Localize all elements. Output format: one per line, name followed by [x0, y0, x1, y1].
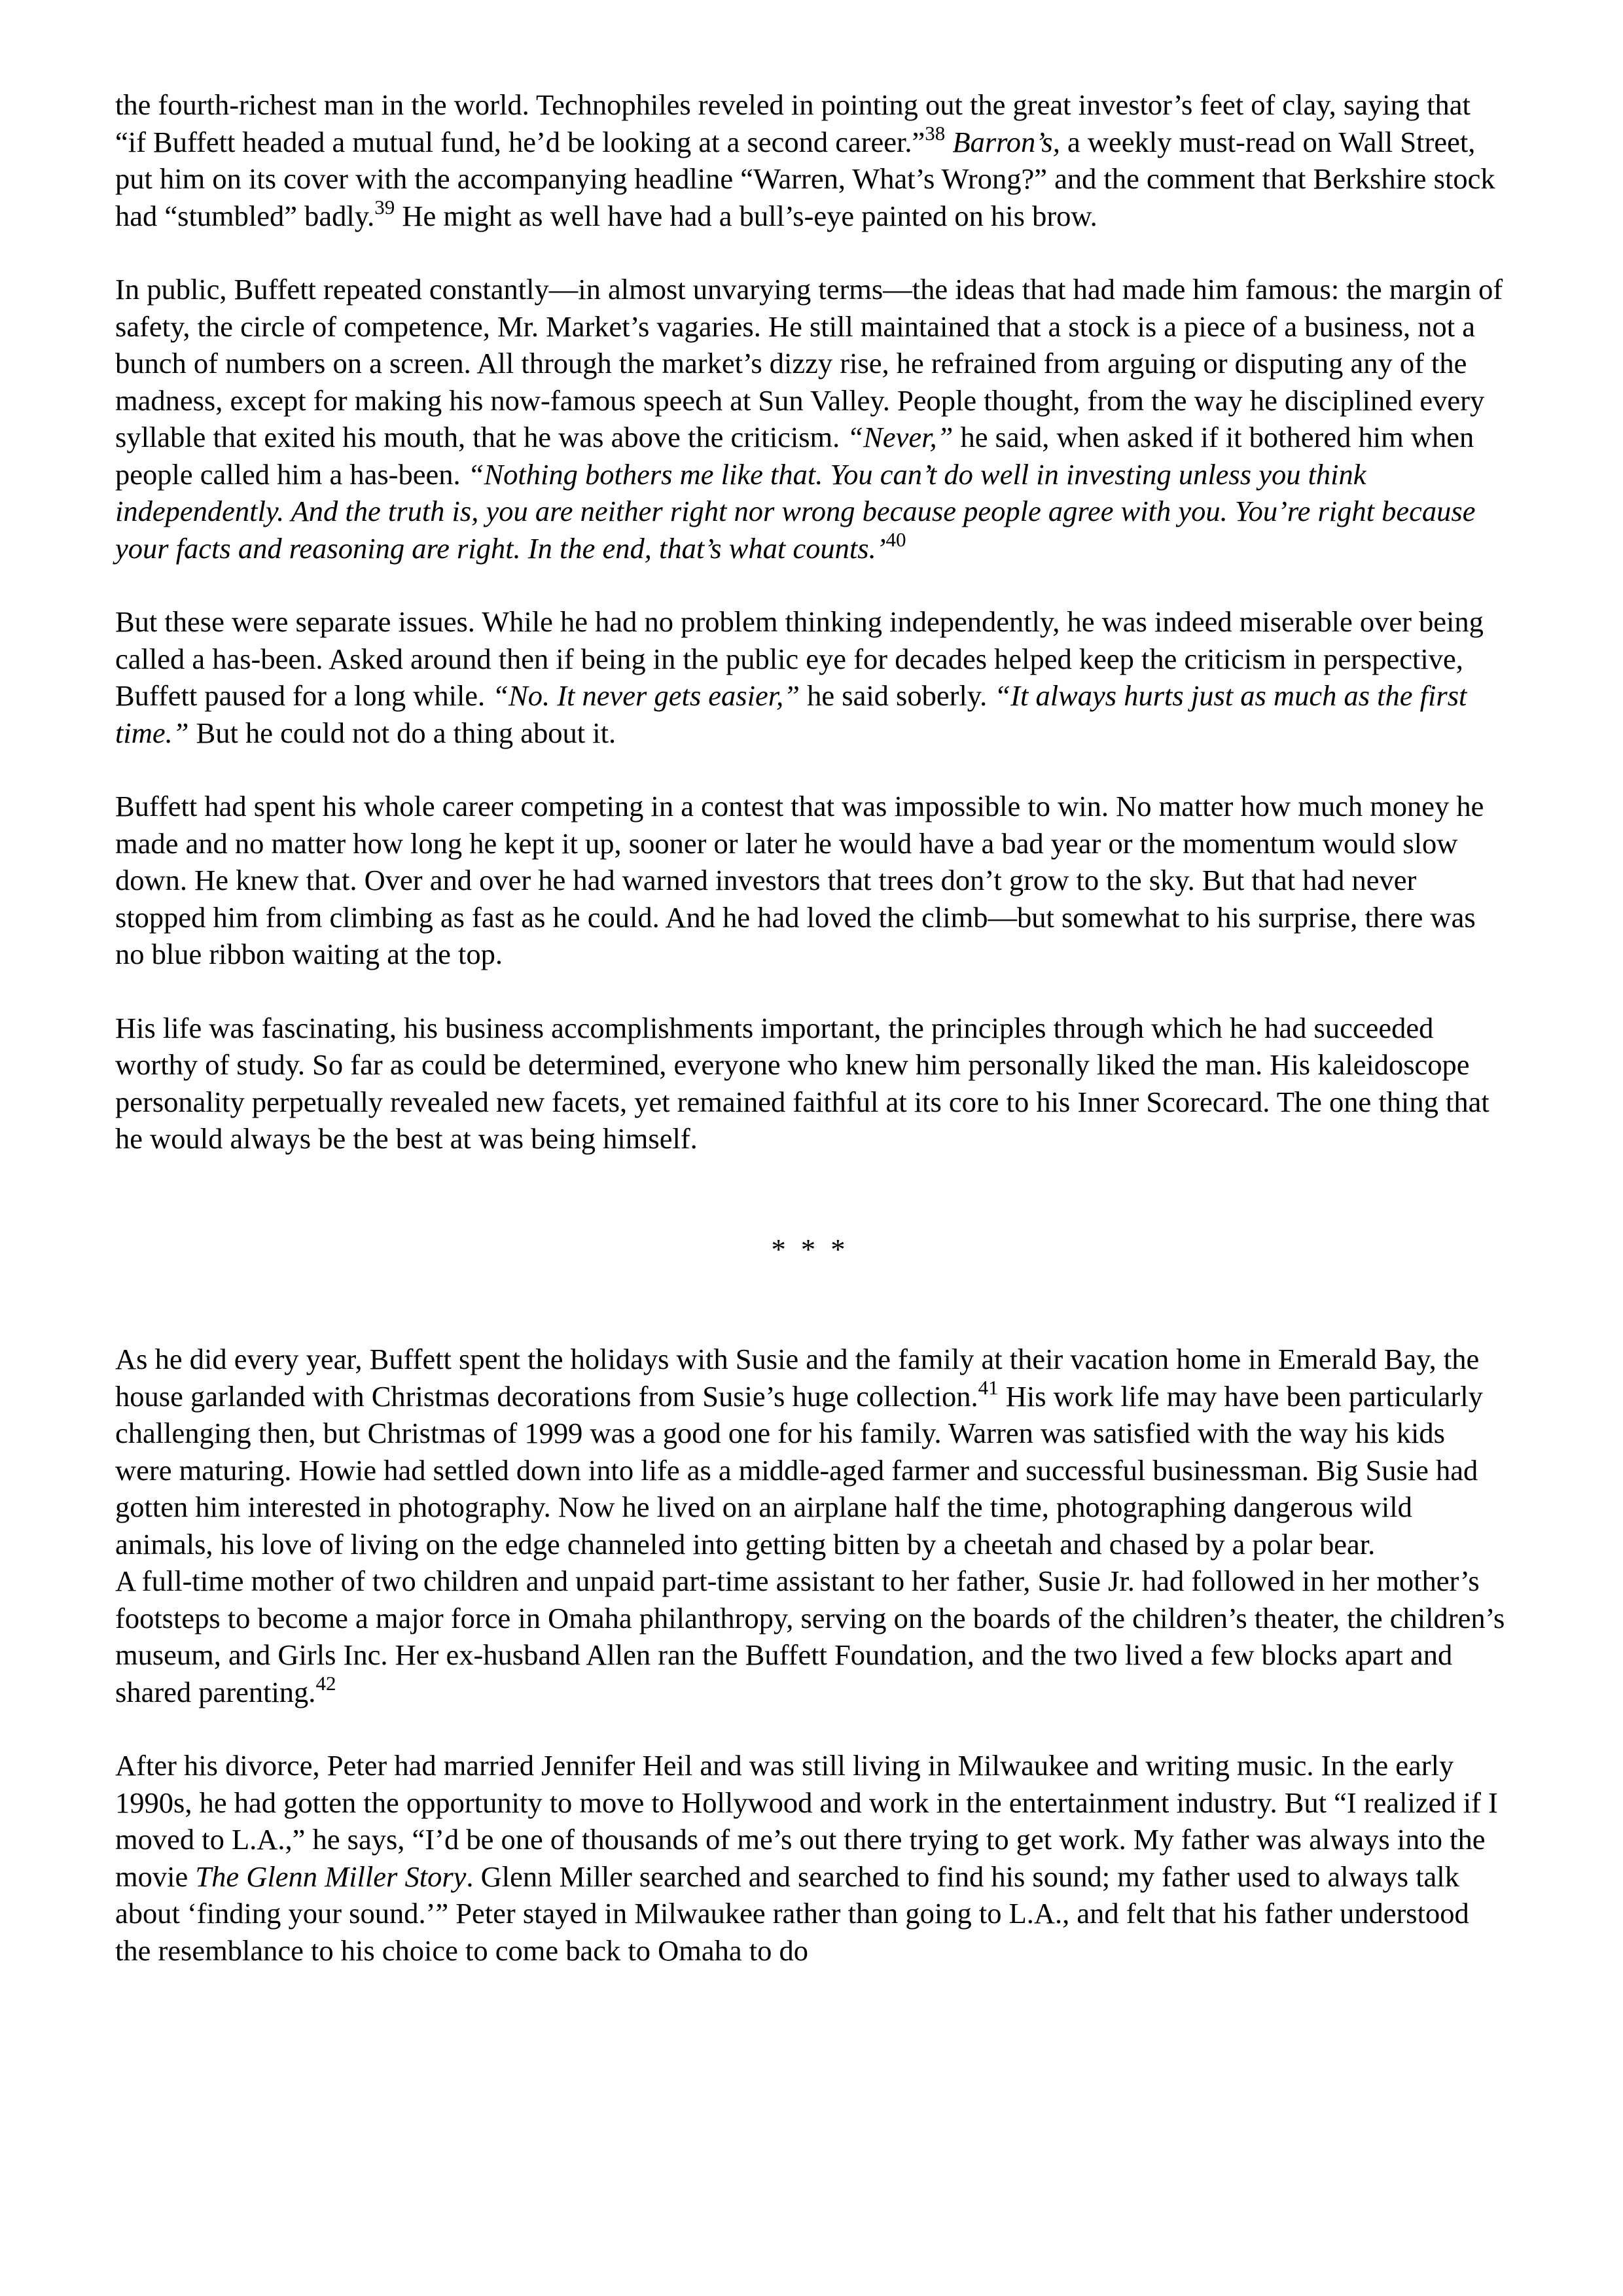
- paragraph-text: After his divorce, Peter had married Jennifer Heil and was still living in Milwaukee and writing music. In the early 1990s, he had gotten the opportunity to move to Hollywood and work in the entertainment industry. But “I realized if I moved to L.A.,” he says, “I’d be one of thousands of me’s out there trying to get work. My father was always into the movie: [115, 1749, 1498, 1893]
- italic-text: “Never,”: [847, 421, 954, 453]
- body-paragraph: [115, 1341, 1505, 1563]
- paragraph-text: [945, 126, 952, 158]
- paragraph-text: a weekly must-read on Wall Street, put him on its cover with the accompanying headline “Warren, What’s Wrong?” and the comment that Berkshire stock had “stumbled” badly.: [115, 125, 1495, 232]
- body-paragraph: [115, 1010, 1505, 1157]
- paragraph-text: . Glenn Miller searched and searched to find his sound; my father used to always talk about ‘finding your sound.’” Peter stayed in Milwaukee rather than going to L.A., and felt that his father understood the resemblance to his choice to come back to Omaha to do: [115, 1860, 1469, 1967]
- body-paragraph: [115, 788, 1505, 973]
- body-paragraph: [115, 603, 1505, 751]
- paragraph-text: But he could not do a thing about it.: [188, 716, 616, 749]
- footnote-reference: 42: [315, 1671, 336, 1695]
- body-paragraph: [115, 1747, 1505, 1969]
- paragraph-text: In public, Buffett repeated constantly—in almost unvarying terms—the ideas that had made him famous: the margin of safety, the circle of competence, Mr. Market’s vagaries. He still maintained that a stock is a piece of a business, not a bunch of numbers on a screen. All through the market’s dizzy rise, he refrained from arguing or disputing any of the madness, except for making his now-famous speech at Sun Valley. People thought, from the way he disciplined every syllable that exited his mouth, that he was above the criticism.: [115, 273, 1503, 453]
- paragraph-text: he said, when asked if it bothered him when people called him a has-been.: [115, 421, 1474, 491]
- paragraph-text: He might as well have had a bull’s-eye painted on his brow.: [395, 199, 1097, 232]
- paragraph-text: As he did every year, Buffett spent the holidays with Susie and the family at their vacation home in Emerald Bay, the house garlanded with Christmas decorations from Susie’s huge collection.: [115, 1343, 1480, 1413]
- body-paragraph: [115, 271, 1505, 567]
- footnote-reference: 41: [978, 1375, 999, 1399]
- paragraph-text: Buffett had spent his whole career competing in a contest that was impossible to win. No matter how much money he made and no matter how long he kept it up, sooner or later he would have a bad year or the momentum would slow down. He knew that. Over and over he had warned investors that trees don’t grow to the sky. But that had never stopped him from climbing as fast as he could. And he had loved the climb—but somewhat to his surprise, there was no blue ribbon waiting at the top.: [115, 790, 1484, 970]
- body-paragraph: [115, 1563, 1505, 1710]
- paragraph-text: A full-time mother of two children and unpaid part-time assistant to her father, Susie Jr. had followed in her mother’s footsteps to become a major force in Omaha philanthropy, serving on the boards of the children’s theater, the children’s museum, and Girls Inc. Her ex-husband Allen ran the Buffett Foundation, and the two lived a few blocks apart and shared parenting.: [115, 1564, 1505, 1708]
- paragraph-text: His work life may have been particularly challenging then, but Christmas of 1999 was a good one for his family. Warren was satisfied with the way his kids were maturing. Howie had settled down into life as a middle-aged farmer and successful businessman. Big Susie had gotten him interested in photography. Now he lived on an airplane half the time, photographing dangerous wild animals, his love of living on the edge channeled into getting bitten by a cheetah and chased by a polar bear.: [115, 1379, 1483, 1561]
- paragraph-text: His life was fascinating, his business accomplishments important, the principles through which he had succeeded worthy of study. So far as could be determined, everyone who knew him personally liked the man. His kaleidoscope personality perpetually revealed new facets, yet remained faithful at its core to his Inner Scorecard. The one thing that he would always be the best at was being himself.: [115, 1011, 1489, 1155]
- paragraph-text: But these were separate issues. While he had no problem thinking independently, he was indeed miserable over being called a has-been. Asked around then if being in the public eye for decades helped keep the criticism in perspective, Buffett paused for a long while.: [115, 605, 1484, 712]
- italic-text: “Nothing bothers me like that. You can’t do well in investing unless you think independently. And the truth is, you are neither right nor wrong because people agree with you. You’re right because your facts and reasoning are right. In the end, that’s what counts.’: [115, 457, 1476, 565]
- italic-text: Barron’s,: [952, 125, 1060, 158]
- body-paragraph: [115, 86, 1505, 234]
- footnote-reference: 40: [885, 527, 906, 551]
- paragraph-text: he said soberly.: [800, 679, 995, 712]
- italic-text: “No. It never gets easier,”: [492, 679, 800, 712]
- footnote-reference: 38: [925, 121, 946, 145]
- italic-text: The Glenn Miller Story: [195, 1860, 467, 1893]
- italic-text: “It always hurts just as much as the first time.”: [115, 679, 1467, 749]
- paragraph-text: the fourth-richest man in the world. Technophiles reveled in pointing out the great investor’s feet of clay, saying that “if Buffett headed a mutual fund, he’d be looking at a second career.”: [115, 88, 1471, 158]
- section-separator: * * *: [771, 1232, 849, 1265]
- footnote-reference: 39: [374, 195, 395, 219]
